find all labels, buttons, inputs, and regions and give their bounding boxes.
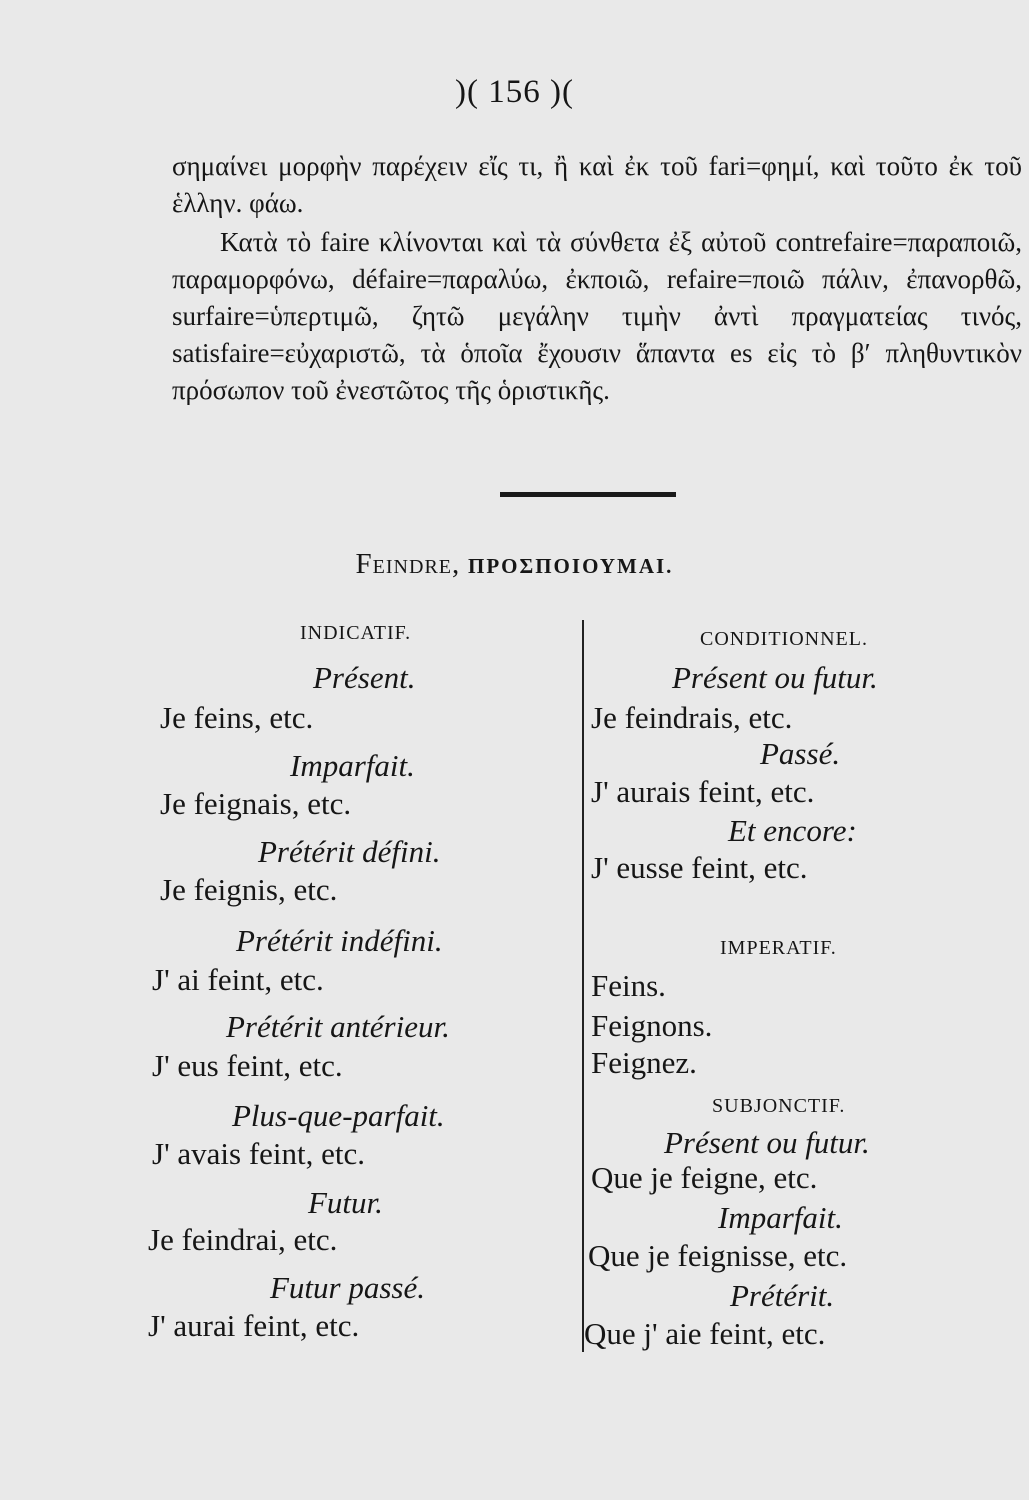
verb-form: Que je feigne, etc. <box>591 1160 818 1195</box>
verb-form: J' aurai feint, etc. <box>148 1308 360 1343</box>
verb-title <box>0 548 1029 581</box>
verb-form: J' eus feint, etc. <box>152 1048 343 1083</box>
tense-label: Présent ou futur. <box>672 660 878 695</box>
verb-form: Feignez. <box>591 1045 697 1080</box>
conditionnel-heading: CONDITIONNEL. <box>700 628 868 650</box>
verb-form: Je feins, etc. <box>160 700 314 735</box>
verb-form: Je feignis, etc. <box>160 872 338 907</box>
verb-form: J' aurais feint, etc. <box>591 774 815 809</box>
verb-form: Feins. <box>591 968 666 1003</box>
subjonctif-heading: SUBJONCTIF. <box>712 1095 846 1117</box>
tense-label: Plus-que-parfait. <box>232 1098 445 1133</box>
tense-label: Passé. <box>760 736 841 771</box>
verb-greek: ΠΡΟΣΠΟΙΟΥΜΑΙ. <box>468 554 674 578</box>
tense-label: Futur passé. <box>270 1270 425 1305</box>
tense-label: Prétérit indéfini. <box>236 923 443 958</box>
tense-label: Prétérit. <box>730 1278 835 1313</box>
tense-label: Imparfait. <box>290 748 415 783</box>
paragraph-2: Κατὰ τὸ faire κλίνονται καὶ τὰ σύνθετα ἐξ αὐτοῦ contrefaire=παραποιῶ, παραμορφόνω, défaire=παραλύω, ἐκποιῶ, refaire=ποιῶ πάλιν, ἐπανορθῶ, surfaire=ὑπερτιμῶ, ζητῶ μεγάλην τιμὴν ἀντὶ πραγματείας τινός, satisfaire=εὐχαριστῶ, τὰ ὁποῖα ἔχουσιν ἅπαντα es εἰς τὸ β′ πληθυντικὸν πρόσωπον τοῦ ἐνεστῶτος τῆς ὁριστικῆς. <box>172 227 1022 405</box>
verb-french: Feindre, <box>355 548 461 580</box>
verb-form: Feignons. <box>591 1008 713 1043</box>
verb-form: Que j' aie feint, etc. <box>584 1316 826 1351</box>
verb-form: Je feignais, etc. <box>160 786 352 821</box>
verb-form: J' avais feint, etc. <box>152 1136 366 1171</box>
verb-form: Que je feignisse, etc. <box>588 1238 848 1273</box>
tense-label: Et encore: <box>728 813 857 848</box>
imperatif-heading: IMPERATIF. <box>720 937 837 959</box>
tense-label: Présent. <box>313 660 416 695</box>
section-rule <box>500 492 676 497</box>
page-number: )( 156 )( <box>455 74 574 110</box>
tense-label: Prétérit défini. <box>258 834 441 869</box>
verb-form: J' ai feint, etc. <box>152 962 324 997</box>
tense-label: Imparfait. <box>718 1200 843 1235</box>
tense-label: Prétérit antérieur. <box>226 1009 450 1044</box>
verb-form: Je feindrai, etc. <box>148 1222 338 1257</box>
paragraph-1: σημαίνει μορφὴν παρέχειν εἴς τι, ἢ καὶ ἐκ τοῦ fari=φημί, καὶ τοῦτο ἐκ τοῦ ἑλλην. φάω. <box>172 151 1022 218</box>
tense-label: Futur. <box>308 1185 383 1220</box>
verb-form: J' eusse feint, etc. <box>591 850 808 885</box>
tense-label: Présent ou futur. <box>664 1125 870 1160</box>
verb-form: Je feindrais, etc. <box>591 700 793 735</box>
column-divider <box>582 620 584 1352</box>
indicatif-heading: INDICATIF. <box>300 622 412 644</box>
